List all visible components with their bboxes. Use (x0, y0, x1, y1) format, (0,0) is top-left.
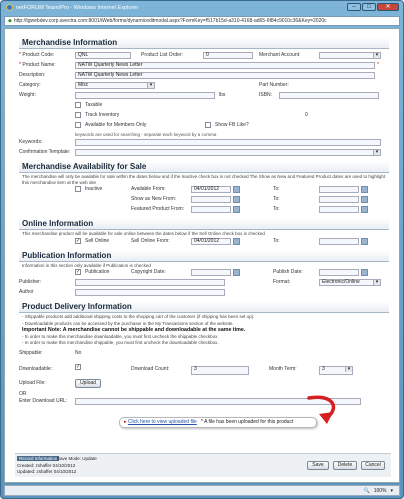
close-button[interactable]: ✕ (377, 3, 399, 11)
address-bar[interactable] (4, 16, 400, 26)
save-mode: Save Mode: Update (57, 456, 97, 461)
featured-to-input[interactable] (319, 206, 359, 213)
record-footer (15, 453, 391, 477)
updated-info: Updated: zshaffer 04/10/2012 (17, 469, 77, 474)
downloadable-label: Downloadable: (19, 365, 53, 372)
confirmation-template-label: Confirmation Template: (19, 149, 71, 155)
shippable-value: No (75, 349, 82, 356)
isbn-input[interactable] (279, 92, 379, 99)
track-inventory-checkbox[interactable] (75, 112, 81, 118)
section-online: Online Information (19, 218, 389, 230)
members-only-checkbox[interactable] (75, 122, 81, 128)
product-name-input[interactable]: NATW Quarterly News Letter (75, 62, 375, 69)
maximize-button[interactable]: □ (362, 3, 376, 11)
keywords-hint: keywords are used for searching - separate each keyword by a comma (75, 132, 217, 137)
publish-date-input[interactable] (319, 269, 359, 276)
sell-online-to-input[interactable] (319, 238, 359, 245)
list-order-input[interactable]: 0 (203, 52, 253, 59)
calendar-icon[interactable] (361, 196, 368, 203)
category-label: Category: (19, 82, 41, 88)
available-to-label: To: (273, 186, 280, 192)
publish-date-label: Publish Date: (273, 269, 303, 275)
author-input[interactable] (75, 289, 225, 296)
weight-label: Weight: (19, 92, 36, 98)
available-from-label: Available From: (131, 186, 166, 192)
show-new-to-input[interactable] (319, 196, 359, 203)
delivery-note-2: - Downloadable products can be accessed by the purchaser in the My Transactions section of the website. (22, 320, 234, 326)
availability-note: The merchandise will only be available for sale within the dates below and if the Inactive check box is not checked The Show as New and Featured Product dates are used to highlight this merchandise item at the web site (22, 174, 386, 185)
sell-online-checkbox[interactable]: ✓ (76, 237, 81, 244)
part-number-label: Part Number: (259, 82, 289, 88)
download-url-label: Enter Download URL: (19, 397, 68, 404)
inactive-label: Inactive (85, 186, 103, 192)
address-url: http://tgwebdev.corp.avectra.com:8001/iWeb/forms/dynamiceditmodal.aspx?FormKey=f517b15d-a310-4168-ad65-6f84c9010c36&Key=2020c (13, 18, 327, 24)
taxable-label: Taxable (85, 102, 103, 108)
created-info: Created: zshaffer 04/10/2012 (17, 463, 76, 468)
view-uploaded-file-link[interactable]: Click here to view uploaded file (127, 419, 197, 425)
calendar-icon[interactable] (233, 269, 240, 276)
merchant-account-label: Merchant Account: (259, 52, 301, 58)
month-term-select[interactable]: 3 ▾ (319, 366, 353, 375)
calendar-icon[interactable] (361, 269, 368, 276)
inventory-count: 0 (305, 112, 308, 118)
delivery-note-4: - In order to make this merchandise downloadable, you must first uncheck the shippable checkbox. (22, 333, 219, 339)
show-new-label: Show as New From: (131, 196, 177, 202)
inactive-checkbox[interactable] (75, 186, 81, 192)
uploaded-message: * A file has been uploaded for this product (201, 419, 294, 425)
calendar-icon[interactable] (361, 238, 368, 245)
delivery-note-5: - In order to make this merchandise shippable, you must first uncheck the downloadable checkbox. (22, 340, 219, 345)
copyright-date-input[interactable] (191, 269, 231, 276)
available-to-input[interactable] (319, 186, 359, 193)
taxable-checkbox[interactable] (75, 102, 81, 108)
zoom-icon: 🔍 (363, 487, 370, 494)
save-button[interactable]: Save (307, 461, 329, 470)
category-select[interactable]: Misc ▾ (75, 82, 155, 89)
upload-file-label: Upload File: (19, 379, 46, 386)
confirmation-template-select[interactable] (75, 149, 381, 156)
delete-button[interactable]: Delete (333, 461, 357, 470)
download-count-input[interactable]: 3 (191, 366, 249, 375)
product-code-input[interactable]: QNL (75, 52, 131, 59)
page-content (4, 28, 400, 483)
keywords-label: Keywords: (19, 139, 43, 145)
sell-online-to-label: To: (273, 237, 280, 244)
product-name-label: Product Name: (22, 62, 56, 68)
keywords-input[interactable] (75, 139, 381, 146)
weight-unit: lbs (219, 92, 226, 98)
section-delivery: Product Delivery Information (19, 301, 389, 313)
show-new-to-label: To: (273, 196, 280, 202)
section-availability: Merchandise Availability for Sale (19, 161, 389, 173)
publisher-input[interactable] (75, 279, 225, 286)
or-label: OR (19, 390, 27, 397)
weight-input[interactable] (75, 92, 215, 99)
month-term-label: Month Term: (269, 365, 297, 372)
product-code-label: Product Code: (22, 52, 55, 58)
chevron-down-icon[interactable]: ▾ (390, 487, 393, 494)
record-info-tab[interactable]: Record Information (19, 456, 58, 461)
delivery-notes (19, 313, 389, 348)
calendar-icon[interactable] (361, 206, 368, 213)
calendar-icon[interactable] (361, 186, 368, 193)
fb-like-label: Show FB Like? (215, 122, 249, 128)
minimize-button[interactable]: – (347, 3, 361, 11)
online-note: This merchandise product will be available for sale online between the dates below if the Sell Online check box is checked (22, 231, 265, 236)
sell-online-from-input[interactable]: 04/01/2012 (191, 238, 231, 245)
ie-logo-icon (6, 4, 13, 11)
featured-label: Featured Product From: (131, 206, 185, 212)
delivery-note-1: - Shippable products add additional shipping costs to the shopping cart of the customer (if shipping has been set up). (22, 314, 255, 319)
calendar-icon[interactable] (233, 238, 240, 245)
shippable-label: Shippable: (19, 349, 43, 356)
publication-label: Publication (85, 269, 110, 275)
calendar-icon[interactable] (233, 206, 240, 213)
fb-like-checkbox[interactable] (205, 122, 211, 128)
upload-button[interactable]: Upload (75, 379, 101, 388)
section-merchandise: Merchandise Information (19, 37, 389, 49)
calendar-icon[interactable] (233, 186, 240, 193)
description-input[interactable]: NATW Quarterly News Letter (75, 72, 375, 79)
publication-note: Information in this section only available if Publication is checked (22, 262, 151, 268)
merchandise-form: Merchandise Information * Product Code: QNL Product List Order: 0 Merchant Account: ▾ * Product Name: NATW Quarterly News Letter * Description: NATW Quarterly News Letter Category: Misc ▾ Part Number: Weight: lbs ISBN: Taxable Track Inventory 0 Available for Members Only Show FB Like? keywords are used for searching - separate each keyword by a comma Keywords: Confirmation Template: ▾ Merchandise Availability for Sale The merchandise will only be available for sale within the dates below and if the Inactive check box is not checked The Show as New and Featured Product dates are used to highlight this merchandise item at the web site Inactive Available From: 04/01/2012 To: Show as New From: To: Featured Product From: To: Online Information This merchandise product will be available for sale online between the dates below if the Sell Online check box is checked ✓ Sell Online Sell Online From: 04/01/2012 To: Publication Information Information in this section only available if Publication is checked ✓ Publication Copyright Date: Publish Date: Publisher: Format: Electronic/Online ▾ Author Product Delivery Information - Shippable products add additional shipping costs to the shopping cart of the customer (if shipping has been set up). - Downloadable products can be accessed by the purchaser in the My Transactions section of the website. Important Note: A merchandise cannot be shippable and downloadable at the same time. - In order to make this merchandise downloadable, you must first uncheck the shippable checkbox. - In order to make this merchandise shippable, you must first uncheck the downloadable checkbox. Shippable: No Downloadable: ✓ Download Count: 3 Month Term: 3 ▾ Upload File: Upload OR Enter Download URL: (19, 35, 389, 408)
publisher-label: Publisher: (19, 279, 42, 285)
author-label: Author (19, 289, 34, 295)
merchant-account-select[interactable] (319, 52, 381, 59)
download-count-label: Download Count: (131, 365, 170, 372)
publication-checkbox[interactable]: ✓ (76, 269, 81, 275)
available-from-input[interactable]: 04/01/2012 (191, 186, 231, 193)
list-order-label: Product List Order: (141, 52, 183, 58)
sell-online-from-label: Sell Online From: (131, 237, 170, 244)
page-icon: ◆ (8, 18, 12, 24)
title-bar (1, 1, 403, 14)
window-title: netFORUM Team/Pro - Windows Internet Explorer (16, 4, 139, 11)
isbn-label: ISBN: (259, 92, 273, 98)
zoom-level[interactable]: 100% (373, 487, 387, 494)
upload-callout: ▸ Click here to view uploaded file * A file has been uploaded for this product (119, 417, 317, 428)
status-bar (4, 485, 400, 496)
sell-online-label: Sell Online (85, 237, 110, 244)
format-select[interactable]: Electronic/Online ▾ (319, 279, 381, 286)
format-label: Format: (273, 279, 291, 285)
cancel-button[interactable]: Cancel (361, 461, 385, 470)
description-label: Description: (19, 72, 46, 78)
track-inventory-label: Track Inventory (85, 112, 120, 118)
section-publication: Publication Information (19, 250, 389, 262)
featured-to-label: To: (273, 206, 280, 212)
downloadable-checkbox[interactable]: ✓ (76, 363, 81, 370)
show-new-from-input[interactable] (191, 196, 231, 203)
delivery-important-note: Important Note: A merchandise cannot be shippable and downloadable at the same time. (22, 327, 246, 333)
members-only-label: Available for Members Only (85, 122, 147, 128)
calendar-icon[interactable] (233, 196, 240, 203)
copyright-date-label: Copyright Date: (131, 269, 166, 275)
featured-from-input[interactable] (191, 206, 231, 213)
